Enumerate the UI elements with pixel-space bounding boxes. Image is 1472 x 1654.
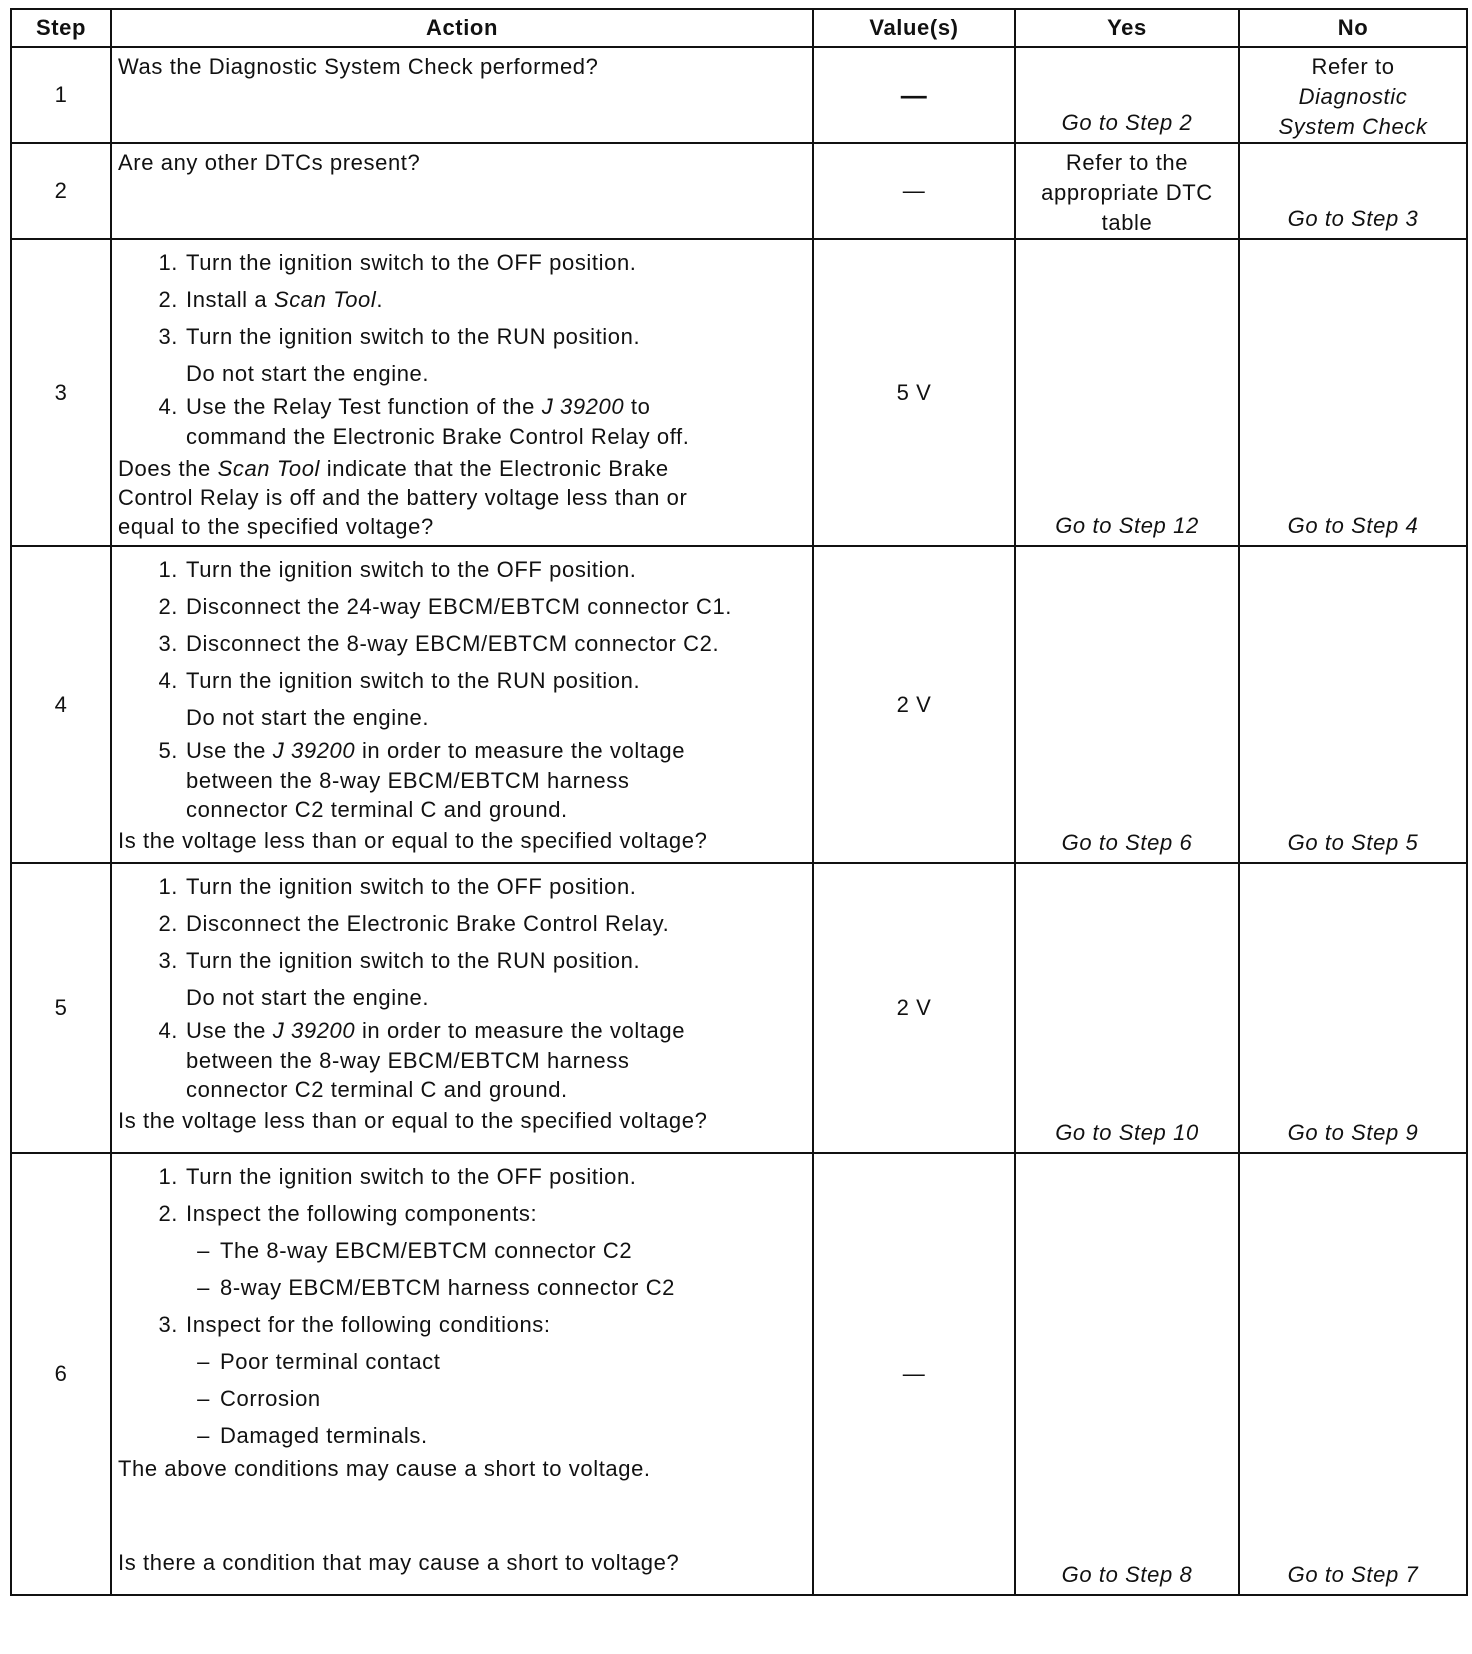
value-cell	[813, 863, 1015, 1153]
action-step-cont: between the 8-way EBCM/EBTCM harness	[186, 1048, 630, 1073]
no-link[interactable]: Go to Step 5	[1287, 830, 1419, 855]
yes-link[interactable]: Go to Step 12	[1055, 513, 1199, 538]
yes-text: table	[1101, 210, 1153, 235]
step-number: 4	[11, 546, 111, 863]
yes-cell	[1015, 47, 1239, 143]
bullet-item: – Poor terminal contact	[197, 1349, 441, 1374]
action-step: 4. Turn the ignition switch to the RUN position.	[158, 668, 641, 693]
action-question: Control Relay is off and the battery voltage less than or	[118, 485, 688, 510]
tool-name: Scan Tool	[273, 287, 377, 312]
action-step: 3. Turn the ignition switch to the RUN position.	[158, 948, 641, 973]
value-text: —	[900, 79, 928, 110]
action-question: Is the voltage less than or equal to the specified voltage?	[118, 828, 708, 853]
yes-link[interactable]: Go to Step 8	[1061, 1562, 1193, 1587]
action-note: The above conditions may cause a short to voltage.	[118, 1456, 651, 1481]
no-link[interactable]: Go to Step 7	[1287, 1562, 1419, 1587]
no-link[interactable]: Go to Step 3	[1287, 206, 1419, 231]
no-cell	[1239, 1153, 1467, 1595]
action-cell	[111, 863, 813, 1153]
action-question: Are any other DTCs present?	[118, 150, 421, 175]
no-cell	[1239, 143, 1467, 239]
bullet-item: – The 8-way EBCM/EBTCM connector C2	[197, 1238, 633, 1263]
action-step: 3. Turn the ignition switch to the RUN position.	[158, 324, 641, 349]
header-step: Step	[11, 9, 111, 47]
action-step: 3. Inspect for the following conditions:	[158, 1312, 551, 1337]
header-action: Action	[111, 9, 813, 47]
header-row	[11, 9, 1467, 47]
action-cell	[111, 1153, 813, 1595]
no-cell	[1239, 47, 1467, 143]
action-step: 2. Inspect the following components:	[158, 1201, 538, 1226]
no-link[interactable]: Go to Step 9	[1287, 1120, 1419, 1145]
yes-cell	[1015, 143, 1239, 239]
yes-link[interactable]: Go to Step 6	[1061, 830, 1193, 855]
action-step: 4. Use the J 39200 in order to measure the voltage	[158, 1018, 686, 1043]
value-cell	[813, 143, 1015, 239]
action-cell	[111, 239, 813, 546]
action-step-cont: connector C2 terminal C and ground.	[186, 797, 568, 822]
yes-cell	[1015, 863, 1239, 1153]
action-question: Was the Diagnostic System Check performed?	[118, 54, 599, 79]
yes-link[interactable]: Go to Step 10	[1055, 1120, 1199, 1145]
yes-text: Refer to the	[1065, 150, 1189, 175]
action-step: 1. Turn the ignition switch to the OFF position.	[158, 1164, 637, 1189]
no-cell	[1239, 546, 1467, 863]
action-question: equal to the specified voltage?	[118, 514, 434, 539]
yes-text: appropriate DTC	[1041, 180, 1213, 205]
action-step-note: Do not start the engine.	[186, 985, 430, 1010]
table-row	[11, 1153, 1467, 1595]
action-step: 2. Disconnect the 24-way EBCM/EBTCM connector C1.	[158, 594, 733, 619]
tool-name: J 39200	[272, 738, 356, 763]
action-step: 1. Turn the ignition switch to the OFF position.	[158, 557, 637, 582]
action-question: Is there a condition that may cause a short to voltage?	[118, 1550, 680, 1575]
action-step-cont: connector C2 terminal C and ground.	[186, 1077, 568, 1102]
action-step-note: Do not start the engine.	[186, 705, 430, 730]
action-step: 2. Install a Scan Tool.	[158, 287, 384, 312]
table-row	[11, 143, 1467, 239]
table-row	[11, 47, 1467, 143]
header-values: Value(s)	[813, 9, 1015, 47]
no-cell	[1239, 239, 1467, 546]
action-cell	[111, 143, 813, 239]
value-text: —	[902, 1361, 926, 1386]
value-text: —	[902, 178, 926, 203]
step-number: 3	[11, 239, 111, 546]
action-step-note: Do not start the engine.	[186, 361, 430, 386]
tool-name: J 39200	[541, 394, 625, 419]
step-number: 5	[11, 863, 111, 1153]
value-text: 2 V	[896, 995, 932, 1020]
step-number: 2	[11, 143, 111, 239]
value-text: 2 V	[896, 691, 932, 717]
table-row	[11, 546, 1467, 863]
no-text: Refer to	[1311, 54, 1395, 79]
yes-cell	[1015, 1153, 1239, 1595]
action-step: 5. Use the J 39200 in order to measure the voltage	[158, 738, 686, 763]
no-link[interactable]: Go to Step 4	[1287, 513, 1419, 538]
value-cell	[813, 239, 1015, 546]
tool-name: Scan Tool	[217, 456, 321, 481]
step-number: 1	[11, 47, 111, 143]
action-step-cont: command the Electronic Brake Control Relay off.	[186, 424, 690, 449]
diagnostic-table-page	[10, 8, 1466, 1596]
action-step: 3. Disconnect the 8-way EBCM/EBTCM connector C2.	[158, 631, 720, 656]
diagnostic-table	[10, 8, 1468, 1596]
no-link[interactable]: Diagnostic	[1298, 84, 1408, 109]
value-text: 5 V	[896, 379, 932, 405]
step-number: 6	[11, 1153, 111, 1595]
yes-cell	[1015, 546, 1239, 863]
table-row	[11, 239, 1467, 546]
action-cell	[111, 546, 813, 863]
no-cell	[1239, 863, 1467, 1153]
action-step: 1. Turn the ignition switch to the OFF position.	[158, 874, 637, 899]
bullet-item: – 8-way EBCM/EBTCM harness connector C2	[197, 1275, 676, 1300]
action-question: Is the voltage less than or equal to the specified voltage?	[118, 1108, 708, 1133]
action-step: 1. Turn the ignition switch to the OFF position.	[158, 250, 637, 275]
yes-cell	[1015, 239, 1239, 546]
value-cell	[813, 47, 1015, 143]
action-step-cont: between the 8-way EBCM/EBTCM harness	[186, 768, 630, 793]
action-question: Does the Scan Tool indicate that the Electronic Brake	[118, 456, 669, 481]
action-step: 2. Disconnect the Electronic Brake Control Relay.	[158, 911, 670, 936]
bullet-item: – Corrosion	[197, 1386, 321, 1411]
no-link[interactable]: System Check	[1278, 114, 1428, 139]
action-step: 4. Use the Relay Test function of the J 39200 to	[158, 394, 651, 419]
value-cell	[813, 1153, 1015, 1595]
yes-link[interactable]: Go to Step 2	[1061, 110, 1193, 135]
header-yes: Yes	[1015, 9, 1239, 47]
header-no: No	[1239, 9, 1467, 47]
table-row	[11, 863, 1467, 1153]
bullet-item: – Damaged terminals.	[197, 1423, 428, 1448]
action-cell	[111, 47, 813, 143]
tool-name: J 39200	[272, 1018, 356, 1043]
value-cell	[813, 546, 1015, 863]
